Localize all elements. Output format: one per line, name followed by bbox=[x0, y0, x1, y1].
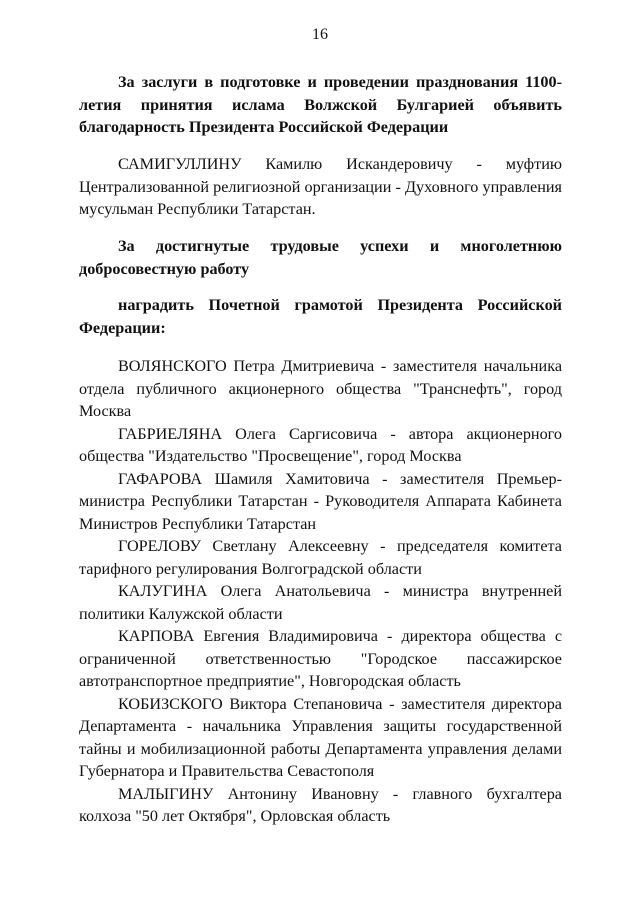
list-item: МАЛЫГИНУ Антонину Ивановну - главного бухгалтера колхоза "50 лет Октября", Орловская область bbox=[79, 784, 562, 825]
recipients-list bbox=[79, 355, 562, 828]
section-heading-labor: За достигнутые трудовые успехи и многолетнюю добросовестную работу bbox=[79, 237, 562, 278]
list-item: ГОРЕЛОВУ Светлану Алексеевну - председателя комитета тарифного регулирования Волгоградской области bbox=[79, 537, 562, 578]
list-item: КОБИЗСКОГО Виктора Степановича - заместителя директора Департамента - начальника Управления защиты государственной тайны и мобилизационной работы Департамента управления делами Губернатора и Правительства Севастополя bbox=[79, 694, 562, 780]
list-item: КАРПОВА Евгения Владимировича - директора общества с ограниченной ответственностью "Городское пассажирское автотранспортное предприятие", Новгородская область bbox=[79, 627, 562, 690]
list-item: КАЛУГИНА Олега Анатольевича - министра внутренней политики Калужской области bbox=[79, 582, 562, 623]
award-statement: наградить Почетной грамотой Президента Российской Федерации: bbox=[79, 296, 562, 337]
list-item: ВОЛЯНСКОГО Петра Дмитриевича - заместителя начальника отдела публичного акционерного общества "Транснефть", город Москва bbox=[79, 357, 562, 420]
gratitude-recipient: САМИГУЛЛИНУ Камилю Искандеровичу - муфтию Централизованной религиозной организации - Духовного управления мусульман Республики Татарстан. bbox=[79, 155, 562, 218]
section-heading-gratitude: За заслуги в подготовке и проведении празднования 1100-летия принятия ислама Волжской Булгарией объявить благодарность Президента Российской Федерации bbox=[79, 73, 562, 136]
list-item: ГАБРИЕЛЯНА Олега Саргисовича - автора акционерного общества "Издательство "Просвещение", город Москва bbox=[79, 424, 562, 465]
list-item: ГАФАРОВА Шамиля Хамитовича - заместителя Премьер-министра Республики Татарстан - Руководителя Аппарата Кабинета Министров Республики Татарстан bbox=[79, 469, 562, 533]
page-number: 16 bbox=[312, 26, 328, 43]
